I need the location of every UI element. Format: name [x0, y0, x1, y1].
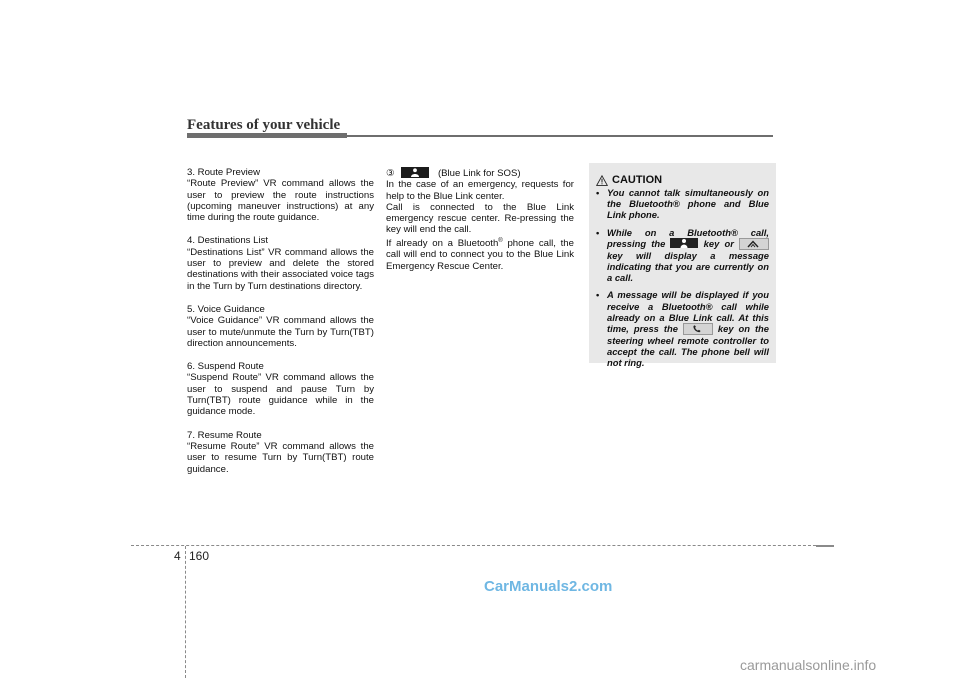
warning-triangle-icon [596, 175, 608, 186]
footer-rule [131, 545, 821, 546]
page-number: 160 [189, 549, 210, 563]
sos-item-label: (Blue Link for SOS) [437, 168, 521, 179]
middle-column [386, 167, 574, 272]
section-title: 4. Destinations List [187, 235, 269, 247]
bullet: • [596, 226, 600, 238]
watermark-carmanualsonline[interactable]: carmanualsonline.info [740, 657, 877, 673]
section-body: “Destinations List” VR command allows the user to preview and delete the stored destinations with their associated voice tags in the Turn by Turn destinations directory. [187, 246, 374, 292]
caution-title: CAUTION [612, 174, 663, 186]
section-body: “Suspend Route” VR command allows the user to suspend and pause Turn by Turn(TBT) route guidance while in the guidance mode. [187, 372, 374, 418]
section-title: 5. Voice Guidance [187, 303, 265, 315]
caution-item [596, 187, 769, 221]
registered-mark: ® [498, 237, 503, 244]
caution-item [596, 289, 769, 368]
section-body: “Resume Route” VR command allows the user to resume Turn by Turn(TBT) route guidance. [187, 440, 374, 475]
caution-text: key or [703, 237, 734, 249]
section-title: 6. Suspend Route [187, 361, 264, 373]
paragraph: In the case of an emergency, requests for help to the Blue Link center. [386, 179, 574, 202]
caution-item [596, 227, 769, 284]
roadside-assist-key-icon [739, 238, 769, 250]
page-header-title: Features of your vehicle [187, 117, 341, 133]
text-before: If already on a Bluetooth [386, 237, 499, 249]
caution-text: key will display a message indicating that you are currently on a call. [607, 249, 769, 284]
caution-header [596, 174, 662, 186]
chapter-number: 4 [174, 549, 181, 563]
bullet: • [596, 289, 600, 301]
bullet: • [596, 187, 600, 198]
paragraph: Call is connected to the Blue Link emergency rescue center. Re-pressing the key will end the call. [386, 201, 574, 236]
sos-item-line [386, 167, 574, 179]
blue-link-key-icon [670, 238, 698, 248]
footer-rule-end [816, 545, 834, 547]
caution-text: You cannot talk simultaneously on the Bluetooth® phone and Blue Link phone. [607, 187, 769, 221]
text-after: phone call, the call will end to connect you to the Blue Link Emergency Rescue Center. [386, 237, 574, 272]
header-rule-thick [187, 133, 347, 138]
caution-text: key on the steering wheel remote controller to accept the call. The phone bell will not ring. [607, 323, 770, 369]
caution-list [596, 187, 769, 375]
caution-text: While on a Bluetooth® call, pressing the [607, 226, 769, 249]
watermark-carmanuals2[interactable]: CarManuals2.com [484, 578, 613, 595]
sos-person-icon [401, 167, 429, 178]
section-body: “Voice Guidance” VR command allows the user to mute/unmute the Turn by Turn(TBT) direction announcements. [187, 315, 374, 349]
header-rule-thin [347, 135, 773, 137]
footer-divider [185, 546, 186, 678]
phone-key-icon [683, 323, 713, 335]
item-marker: ③ [386, 168, 395, 179]
section-title: 7. Resume Route [187, 429, 262, 441]
paragraph [386, 236, 574, 272]
left-column [187, 167, 374, 487]
section-body: “Route Preview” VR command allows the user to preview the route instructions (upcoming maneuver instructions) at any time during the route guidance. [187, 178, 374, 224]
section-title: 3. Route Preview [187, 167, 261, 178]
caution-text: A message will be displayed if you receive a Bluetooth® call while already on a Blue Link call. At this time, press the [607, 289, 769, 335]
